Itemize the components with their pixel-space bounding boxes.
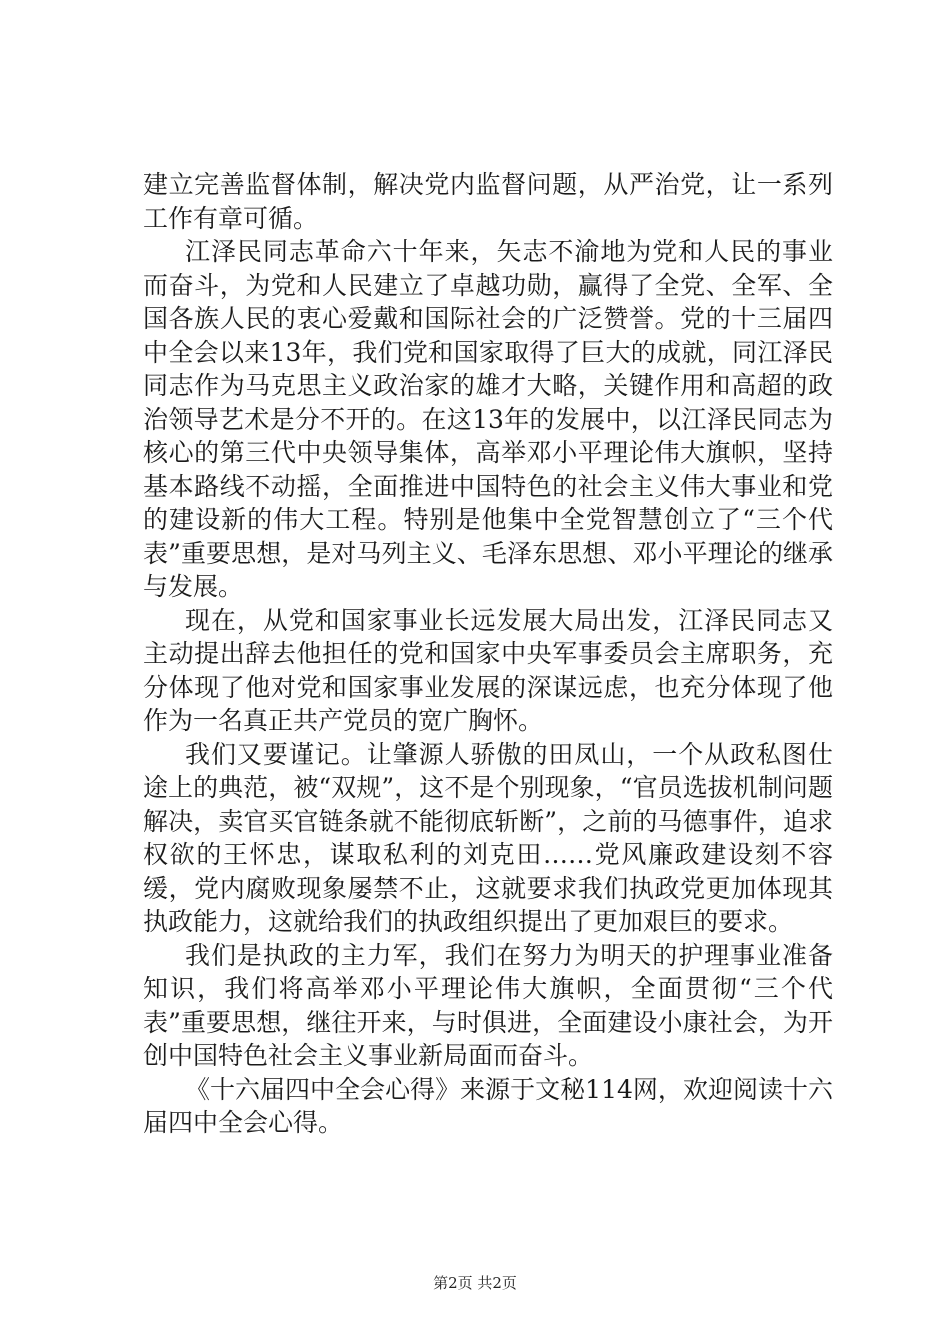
- paragraph: 我们又要谨记。让肇源人骄傲的田凤山，一个从政私图仕途上的典范，被“双规”，这不是个别现象，“官员选拔机制问题解决，卖官买官链条就不能彻底斩断”，之前的马德事件，追求权欲的王怀忠，谋取私利的刘克田……党风廉政建设刻不容缓，党内腐败现象屡禁不止，这就要求我们执政党更加体现其执政能力，这就给我们的执政组织提出了更加艰巨的要求。: [143, 739, 833, 936]
- paragraph: 建立完善监督体制，解决党内监督问题，从严治党，让一系列工作有章可循。: [143, 170, 833, 233]
- paragraph: 现在，从党和国家事业长远发展大局出发，江泽民同志又主动提出辞去他担任的党和国家中央军事委员会主席职务，充分体现了他对党和国家事业发展的深谋远虑，也充分体现了他作为一名真正共产党员的宽广胸怀。: [143, 605, 833, 735]
- paragraph: 江泽民同志革命六十年来，矢志不渝地为党和人民的事业而奋斗，为党和人民建立了卓越功勋，赢得了全党、全军、全国各族人民的衷心爱戴和国际社会的广泛赞誉。党的十三届四中全会以来13年，我们党和国家取得了巨大的成就，同江泽民同志作为马克思主义政治家的雄才大略，关键作用和高超的政治领导艺术是分不开的。在这13年的发展中，以江泽民同志为核心的第三代中央领导集体，高举邓小平理论伟大旗帜，坚持基本路线不动摇，全面推进中国特色的社会主义伟大事业和党的建设新的伟大工程。特别是他集中全党智慧创立了“三个代表”重要思想，是对马列主义、毛泽东思想、邓小平理论的继承与发展。: [143, 237, 833, 601]
- document-body: [143, 168, 833, 1140]
- paragraph: 《十六届四中全会心得》来源于文秘114网，欢迎阅读十六届四中全会心得。: [143, 1074, 833, 1137]
- page-number: 第2页 共2页: [433, 1274, 517, 1292]
- paragraph: 我们是执政的主力军，我们在努力为明天的护理事业准备知识，我们将高举邓小平理论伟大旗帜，全面贯彻“三个代表”重要思想，继往开来，与时俱进，全面建设小康社会，为开创中国特色社会主义事业新局面而奋斗。: [143, 940, 833, 1070]
